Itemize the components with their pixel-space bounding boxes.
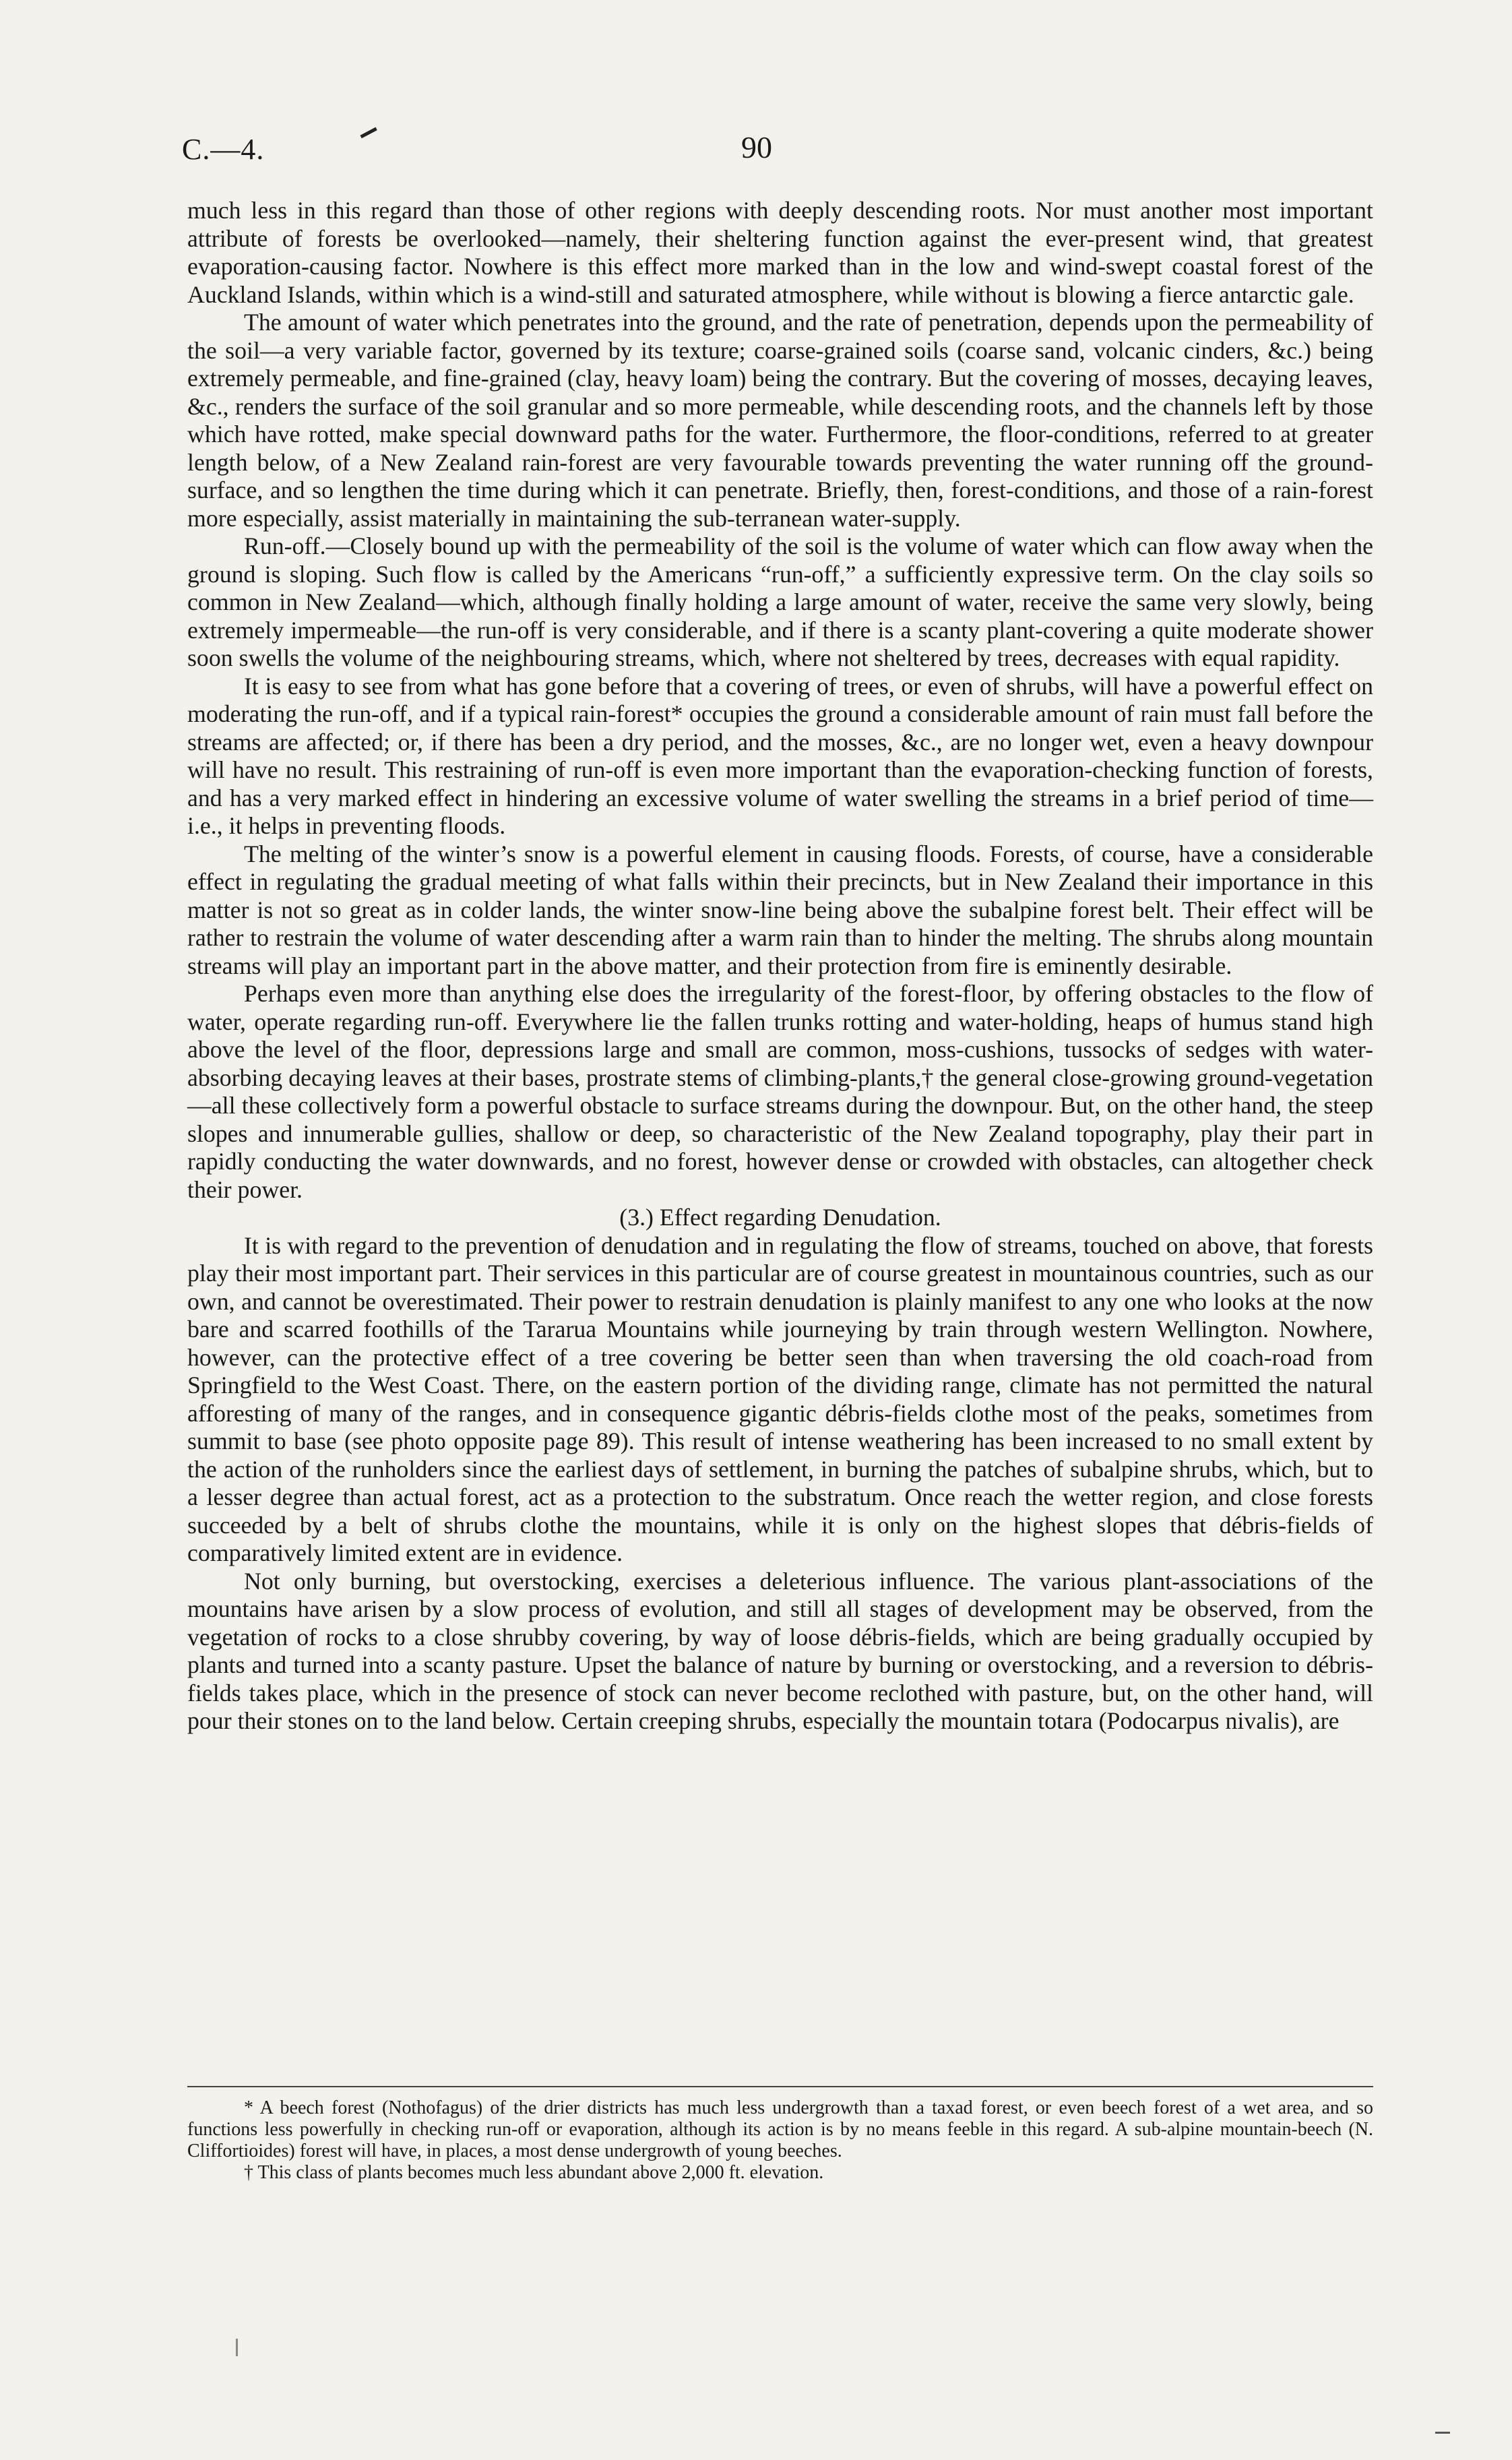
- pencil-tick-mark: [360, 127, 379, 144]
- body-text: [187, 197, 1373, 1735]
- paragraph: It is easy to see from what has gone before that a covering of trees, or even of shrubs, will have a powerful effect on moderating the run-off, and if a typical rain-forest* occupies the ground a considerable amount of rain must fall before the streams are affected; or, if there has been a dry period, and the mosses, &c., are no longer wet, even a heavy downpour will have no result. This restraining of run-off is even more important than the evaporation-checking function of forests, and has a very marked effect in hindering an excessive volume of water swelling the streams in a brief period of time—i.e., it helps in preventing floods.: [187, 672, 1373, 839]
- paragraph: It is with regard to the prevention of denudation and in regulating the flow of streams, touched on above, that forests play their most important part. Their services in this particular are of course greatest in mountainous countries, such as our own, and cannot be overestimated. Their power to restrain denudation is plainly manifest to any one who looks at the now bare and scarred foothills of the Tararua Mountains while journeying by train through western Wellington. Nowhere, however, can the protective effect of a tree covering be better seen than when traversing the old coach-road from Springfield to the West Coast. There, on the eastern portion of the dividing range, climate has not permitted the natural afforesting of many of the ranges, and in consequence gigantic débris-fields clothe most of the peaks, sometimes from summit to base (see photo opposite page 89). This result of intense weathering has been increased to no small extent by the action of the runholders since the earliest days of settlement, in burning the patches of subalpine shrubs, which, but to a lesser degree than actual forest, act as a protection to the substratum. Once reach the wetter region, and close forests succeeded by a belt of shrubs clothe the mountains, while it is only on the highest slopes that débris-fields of comparatively limited extent are in evidence.: [187, 1231, 1373, 1566]
- paragraph: Run-off.—Closely bound up with the permeability of the soil is the volume of water which can flow away when the ground is sloping. Such flow is called by the Americans “run-off,” a sufficiently expressive term. On the clay soils so common in New Zealand—which, although finally holding a large amount of water, receive the same very slowly, being extremely impermeable—the run-off is very considerable, and if there is a scanty plant-covering a quite moderate shower soon swells the volume of the neighbouring streams, which, where not sheltered by trees, decreases with equal rapidity.: [187, 532, 1373, 671]
- paragraph: Perhaps even more than anything else does the irregularity of the forest-floor, by offering obstacles to the flow of water, operate regarding run-off. Everywhere lie the fallen trunks rotting and water-holding, heaps of humus stand high above the level of the floor, depressions large and small are common, moss-cushions, tussocks of sedges with water-absorbing decaying leaves at their bases, prostrate stems of climbing-plants,† the general close-growing ground-vegetation—all these collectively form a powerful obstacle to surface streams during the downpour. But, on the other hand, the steep slopes and innumerable gullies, shallow or deep, so characteristic of the New Zealand topography, play their part in rapidly conducting the water downwards, and no forest, however dense or crowded with obstacles, can altogether check their power.: [187, 980, 1373, 1203]
- paragraph: The melting of the winter’s snow is a powerful element in causing floods. Forests, of course, have a considerable effect in regulating the gradual meeting of what falls within their precincts, but in New Zealand their importance in this matter is not so great as in colder lands, the winter snow-line being above the subalpine forest belt. Their effect will be rather to restrain the volume of water descending after a warm rain than to hinder the melting. The shrubs along mountain streams will play an important part in the above matter, and their protection from fire is eminently desirable.: [187, 840, 1373, 979]
- footnotes: [187, 2097, 1373, 2184]
- paragraph: The amount of water which penetrates into the ground, and the rate of penetration, depends upon the permeability of the soil—a very variable factor, governed by its texture; coarse-grained soils (coarse sand, volcanic cinders, &c.) being extremely permeable, and fine-grained (clay, heavy loam) being the contrary. But the covering of mosses, decaying leaves, &c., renders the surface of the soil granular and so more permeable, while descending roots, and the channels left by those which have rotted, make special downward paths for the water. Furthermore, the floor-conditions, referred to at greater length below, of a New Zealand rain-forest are very favourable towards preventing the water running off the ground-surface, and so lengthen the time during which it can penetrate. Briefly, then, forest-conditions, and those of a rain-forest more especially, assist materially in maintaining the sub-terranean water-supply.: [187, 309, 1373, 532]
- paragraph: Not only burning, but overstocking, exercises a deleterious influence. The various plant-associations of the mountains have arisen by a slow process of evolution, and still all stages of development may be observed, from the vegetation of rocks to a close shrubby covering, by way of loose débris-fields, which are being gradually occupied by plants and turned into a scanty pasture. Upset the balance of nature by burning or overstocking, and a reversion to débris-fields takes place, which in the presence of stock can never become reclothed with pasture, but, on the other hand, will pour their stones on to the land below. Certain creeping shrubs, especially the mountain totara (Podocarpus nivalis), are: [187, 1567, 1373, 1734]
- paragraph: much less in this regard than those of other regions with deeply descending roots. Nor must another most important attribute of forests be overlooked—namely, their sheltering function against the ever-present wind, that greatest evaporation-causing factor. Nowhere is this effect more marked than in the low and wind-swept coastal forest of the Auckland Islands, within which is a wind-still and saturated atmosphere, while without is blowing a fierce antarctic gale.: [187, 197, 1373, 308]
- series-label: C.—4.: [182, 133, 265, 166]
- footnote: † This class of plants becomes much less abundant above 2,000 ft. elevation.: [244, 2162, 824, 2183]
- scan-mark: [236, 2339, 238, 2356]
- page-number: 90: [741, 130, 772, 164]
- footnote: * A beech forest (Nothofagus) of the drier districts has much less undergrowth than a taxad forest, or even beech forest of a wet area, and so functions less powerfully in checking run-off or evaporation, although its action is by no means feeble in this regard. A sub-alpine mountain-beech (N. Cliffortioides) forest will have, in places, a most dense undergrowth of young beeches.: [187, 2097, 1373, 2161]
- scan-mark: [1435, 2432, 1450, 2434]
- section-heading: (3.) Effect regarding Denudation.: [619, 1204, 941, 1231]
- footnote-rule: [187, 2086, 1373, 2087]
